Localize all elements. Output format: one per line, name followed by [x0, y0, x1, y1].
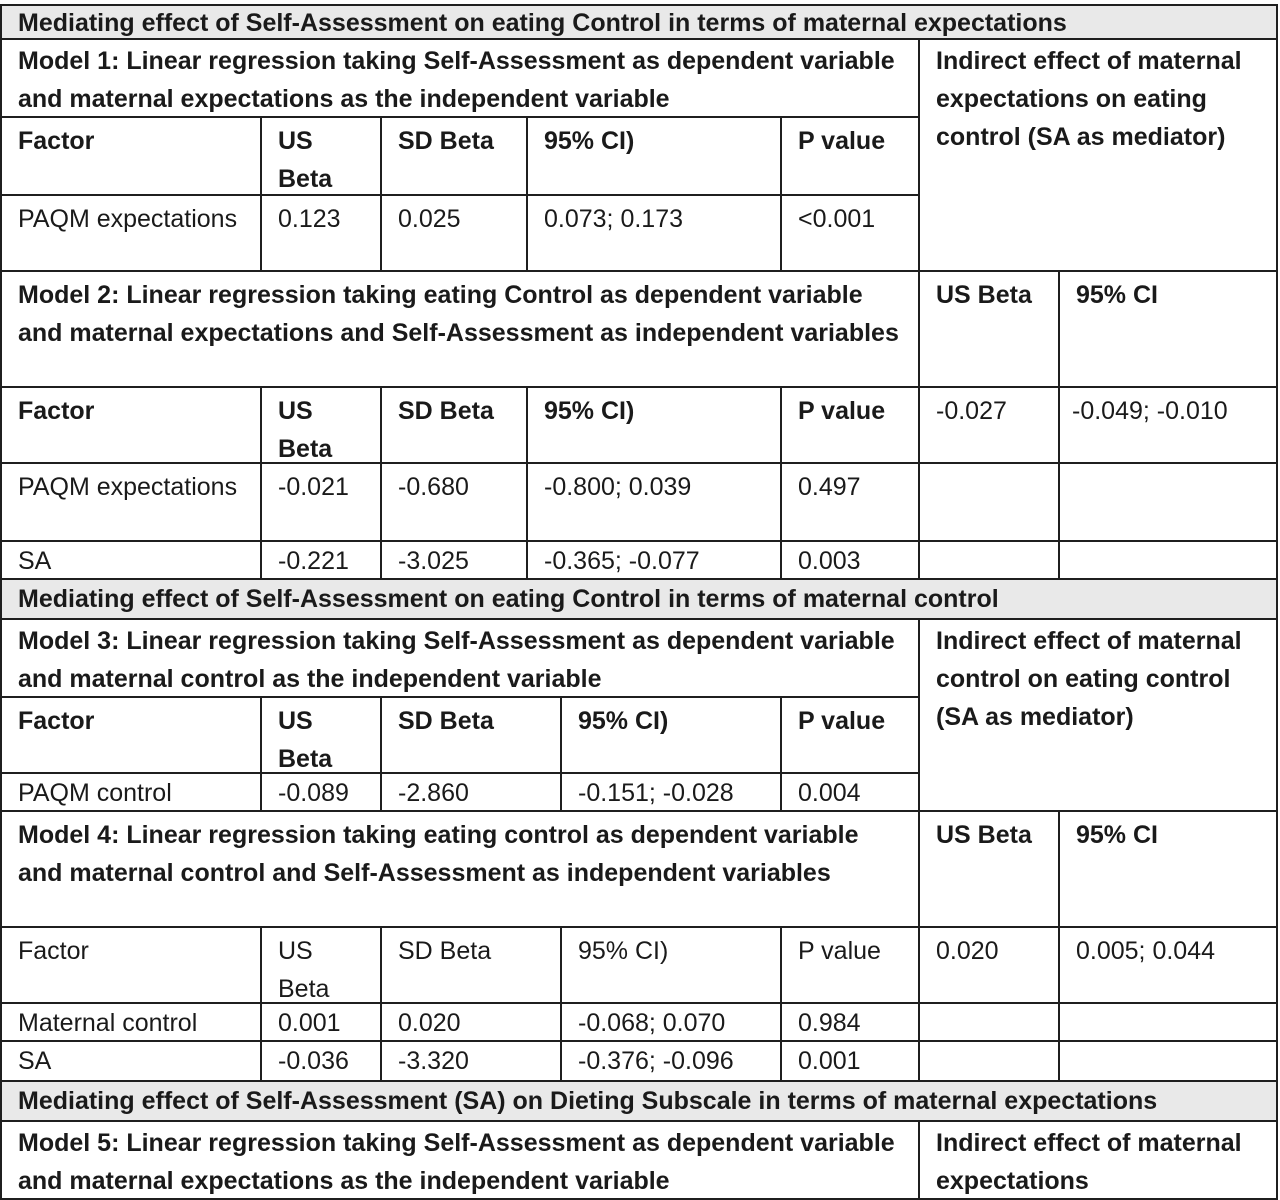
cell-us-beta: -0.036 [260, 1040, 382, 1082]
column-header-ci: 95% CI) [560, 696, 782, 774]
cell-sd-beta: -3.320 [380, 1040, 562, 1082]
empty-cell [918, 462, 1060, 542]
cell-sd-beta: -2.860 [380, 772, 562, 812]
indirect-us-beta-value: 0.020 [918, 926, 1060, 1004]
indirect-ci-value: 0.005; 0.044 [1058, 926, 1278, 1004]
cell-ci: -0.376; -0.096 [560, 1040, 782, 1082]
cell-p-value: 0.001 [780, 1040, 920, 1082]
cell-factor: SA [0, 1040, 262, 1082]
column-header-us-beta: US Beta [260, 386, 382, 464]
empty-cell [1058, 462, 1278, 542]
model-title: Model 1: Linear regression taking Self-Assessment as dependent variable and maternal expectations as the independent variable [0, 38, 920, 118]
cell-ci: -0.800; 0.039 [526, 462, 782, 542]
column-header-factor: Factor [0, 116, 262, 196]
cell-sd-beta: -3.025 [380, 540, 528, 580]
cell-us-beta: -0.021 [260, 462, 382, 542]
indirect-column-header-ci: 95% CI [1058, 810, 1278, 928]
column-header-p-value: P value [780, 116, 920, 196]
column-header-ci: 95% CI) [560, 926, 782, 1004]
cell-factor: PAQM control [0, 772, 262, 812]
empty-cell [1058, 1002, 1278, 1042]
section-heading: Mediating effect of Self-Assessment on eating Control in terms of maternal expectations [0, 4, 1278, 40]
indirect-effect-heading: Indirect effect of maternal control on eating control (SA as mediator) [918, 618, 1278, 812]
column-header-factor: Factor [0, 386, 262, 464]
cell-factor: PAQM expectations [0, 194, 262, 272]
indirect-us-beta-value: -0.027 [918, 386, 1060, 464]
column-header-sd-beta: SD Beta [380, 696, 562, 774]
column-header-ci: 95% CI) [526, 386, 782, 464]
indirect-effect-heading: Indirect effect of maternal expectations [918, 1120, 1278, 1200]
cell-sd-beta: 0.020 [380, 1002, 562, 1042]
cell-factor: SA [0, 540, 262, 580]
model-title: Model 3: Linear regression taking Self-Assessment as dependent variable and maternal control as the independent variable [0, 618, 920, 698]
column-header-ci: 95% CI) [526, 116, 782, 196]
cell-us-beta: -0.089 [260, 772, 382, 812]
cell-p-value: <0.001 [780, 194, 920, 272]
model-title: Model 2: Linear regression taking eating Control as dependent variable and maternal expectations and Self-Assessment as independent variables [0, 270, 920, 388]
cell-sd-beta: -0.680 [380, 462, 528, 542]
section-heading: Mediating effect of Self-Assessment on eating Control in terms of maternal control [0, 578, 1278, 620]
column-header-us-beta: US Beta [260, 926, 382, 1004]
cell-us-beta: 0.123 [260, 194, 382, 272]
empty-cell [1058, 1040, 1278, 1082]
column-header-p-value: P value [780, 386, 920, 464]
indirect-column-header-us-beta: US Beta [918, 270, 1060, 388]
cell-sd-beta: 0.025 [380, 194, 528, 272]
cell-factor: PAQM expectations [0, 462, 262, 542]
section-heading: Mediating effect of Self-Assessment (SA) on Dieting Subscale in terms of maternal expectations [0, 1080, 1278, 1122]
cell-ci: -0.068; 0.070 [560, 1002, 782, 1042]
cell-p-value: 0.984 [780, 1002, 920, 1042]
column-header-us-beta: US Beta [260, 116, 382, 196]
column-header-sd-beta: SD Beta [380, 926, 562, 1004]
indirect-effect-heading: Indirect effect of maternal expectations on eating control (SA as mediator) [918, 38, 1278, 272]
cell-p-value: 0.497 [780, 462, 920, 542]
model-title: Model 4: Linear regression taking eating control as dependent variable and maternal control and Self-Assessment as independent variables [0, 810, 920, 928]
empty-cell [918, 1002, 1060, 1042]
cell-us-beta: 0.001 [260, 1002, 382, 1042]
column-header-sd-beta: SD Beta [380, 116, 528, 196]
cell-factor: Maternal control [0, 1002, 262, 1042]
cell-ci: -0.151; -0.028 [560, 772, 782, 812]
indirect-column-header-us-beta: US Beta [918, 810, 1060, 928]
cell-ci: 0.073; 0.173 [526, 194, 782, 272]
column-header-sd-beta: SD Beta [380, 386, 528, 464]
empty-cell [1058, 540, 1278, 580]
cell-p-value: 0.004 [780, 772, 920, 812]
column-header-us-beta: US Beta [260, 696, 382, 774]
empty-cell [918, 540, 1060, 580]
column-header-p-value: P value [780, 696, 920, 774]
column-header-p-value: P value [780, 926, 920, 1004]
column-header-factor: Factor [0, 926, 262, 1004]
cell-ci: -0.365; -0.077 [526, 540, 782, 580]
indirect-ci-value: -0.049; -0.010 [1058, 386, 1278, 464]
model-title: Model 5: Linear regression taking Self-Assessment as dependent variable and maternal expectations as the independent variable [0, 1120, 920, 1200]
indirect-column-header-ci: 95% CI [1058, 270, 1278, 388]
cell-p-value: 0.003 [780, 540, 920, 580]
empty-cell [918, 1040, 1060, 1082]
cell-us-beta: -0.221 [260, 540, 382, 580]
column-header-factor: Factor [0, 696, 262, 774]
